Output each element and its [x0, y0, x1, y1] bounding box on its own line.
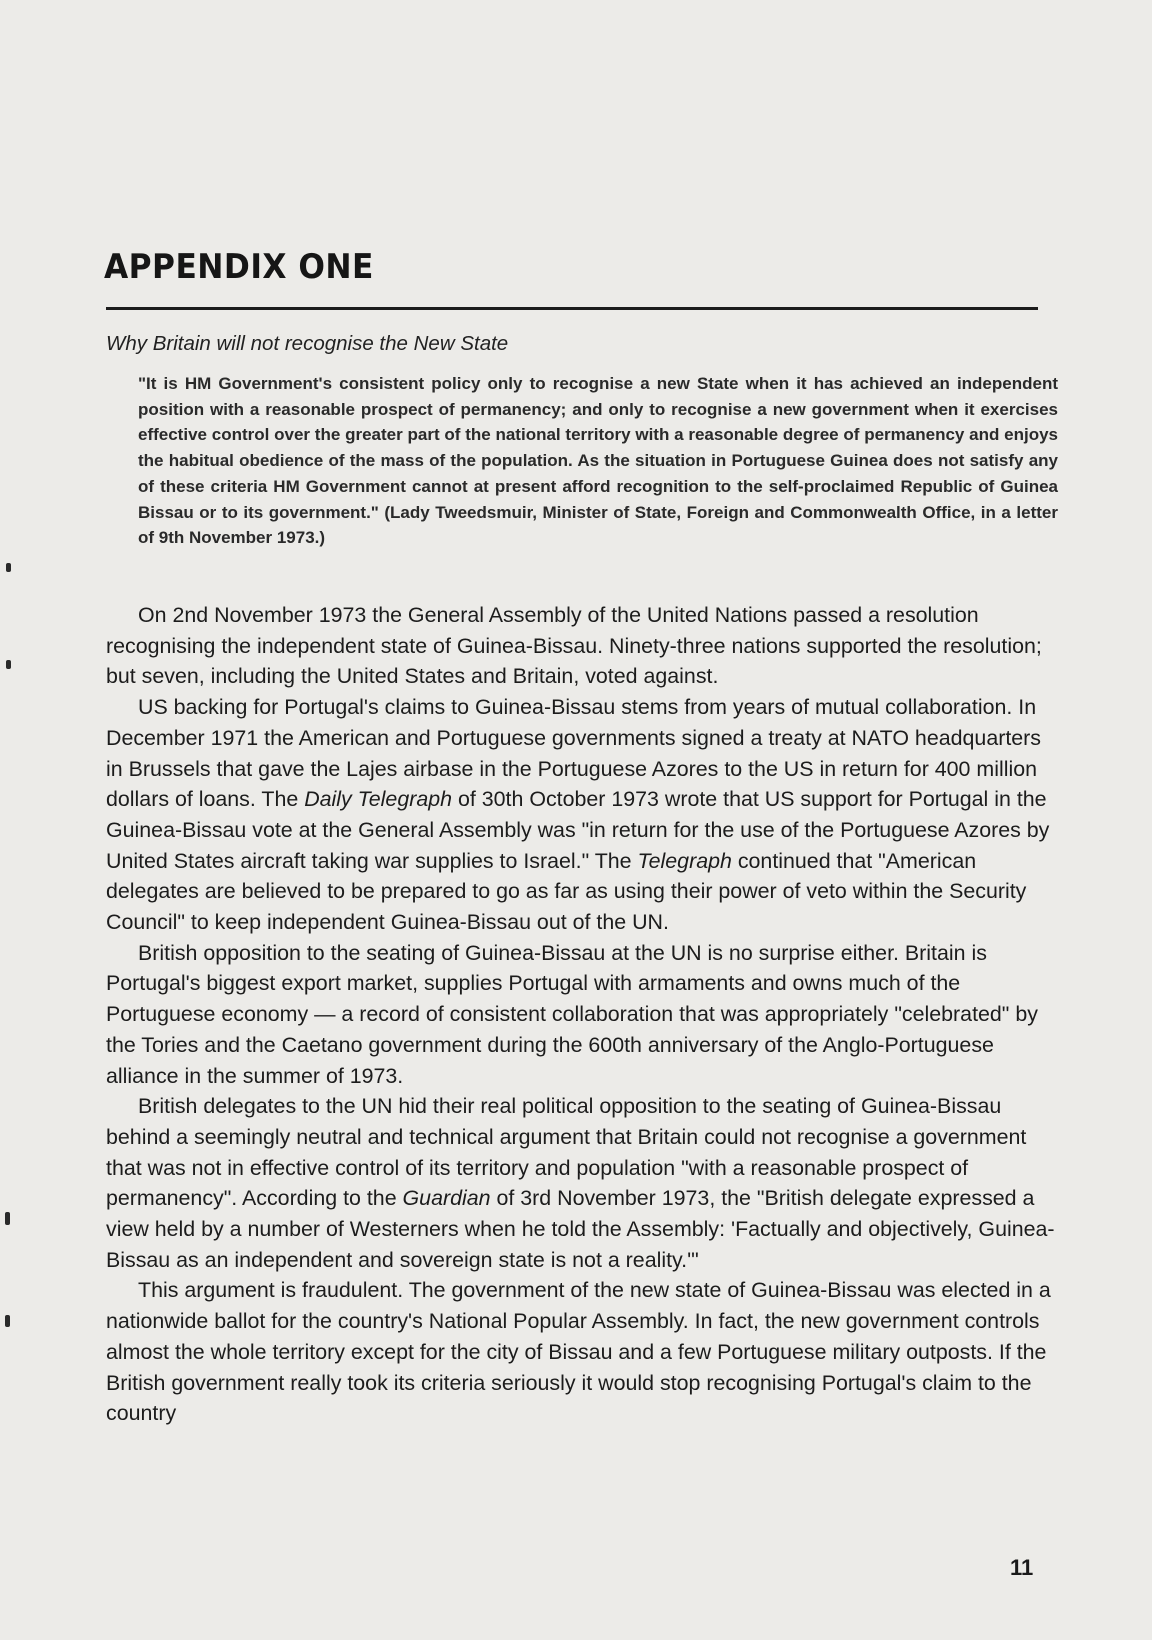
paragraph-text: US backing for Portugal's claims to Guinea-Bissau stems from years of mutual collaboration. In December 1971 the American and Portuguese governments signed a treaty at NATO headquarters in Brussels that gave the Lajes airbase in the Portuguese Azores to the US in return for 400 million dollars of loans. The — [106, 695, 1041, 812]
section-subheading: Why Britain will not recognise the New State — [106, 332, 509, 355]
binding-mark — [6, 660, 11, 669]
paragraph-text: of 3rd November 1973, the "British delegate expressed a view held by a number of Westerners when he told the Assembly: 'Factually and objectively, Guinea-Bissau as an independent and sovereign state is not a reality.'" — [106, 1186, 1055, 1272]
newspaper-title: Telegraph — [637, 848, 732, 873]
paragraph — [106, 692, 1056, 938]
binding-mark — [5, 1315, 10, 1327]
paragraph-text: of 30th October 1973 wrote that US support for Portugal in the Guinea-Bissau vote at the General Assembly was "in return for the use of the Portuguese Azores by United States aircraft taking war supplies to Israel." The — [106, 787, 1050, 873]
heading-rule — [106, 307, 1038, 310]
body-text — [106, 600, 1056, 1429]
binding-mark — [5, 1212, 10, 1225]
binding-mark — [6, 563, 11, 572]
paragraph: On 2nd November 1973 the General Assembly of the United Nations passed a resolution recognising the independent state of Guinea-Bissau. Ninety-three nations supported the resolution; but seven, including the United States and Britain, voted against. — [106, 603, 1042, 689]
newspaper-title: Guardian — [402, 1186, 491, 1211]
paragraph: British opposition to the seating of Guinea-Bissau at the UN is no surprise either. Britain is Portugal's biggest export market, supplies Portugal with armaments and owns much of the Portuguese economy — a record of consistent collaboration that was appropriately "celebrated" by the Tories and the Caetano government during the 600th anniversary of the Anglo-Portuguese alliance in the summer of 1973. — [106, 940, 1038, 1088]
paragraph-text: British delegates to the UN hid their real political opposition to the seating of Guinea-Bissau behind a seemingly neutral and technical argument that Britain could not recognise a government that was not in effective control of its territory and population "with a reasonable prospect of permanency". According to the — [106, 1094, 1027, 1211]
paragraph: This argument is fraudulent. The government of the new state of Guinea-Bissau was elected in a nationwide ballot for the country's National Popular Assembly. In fact, the new government controls almost the whole territory except for the city of Bissau and a few Portuguese military outposts. If the British government really took its criteria seriously it would stop recognising Portugal's claim to the country — [106, 1278, 1051, 1426]
page-number: 11 — [1010, 1555, 1034, 1580]
appendix-heading: APPENDIX ONE — [104, 247, 374, 287]
paragraph-text: continued that "American delegates are believed to be prepared to go as far as using their power of veto within the Security Council" to keep independent Guinea-Bissau out of the UN. — [106, 848, 1027, 935]
paragraph — [106, 1091, 1056, 1275]
newspaper-title: Daily Telegraph — [304, 787, 453, 812]
government-quote: "It is HM Government's consistent policy only to recognise a new State when it has achieved an independent position with a reasonable prospect of permanency; and only to recognise a new government when it exercises effective control over the greater part of the national territory with a reasonable degree of permanency and enjoys the habitual obedience of the mass of the population. As the situation in Portuguese Guinea does not satisfy any of these criteria HM Government cannot at present afford recognition to the self-proclaimed Republic of Guinea Bissau or to its government." (Lady Tweedsmuir, Minister of State, Foreign and Commonwealth Office, in a letter of 9th November 1973.) — [138, 374, 1058, 548]
